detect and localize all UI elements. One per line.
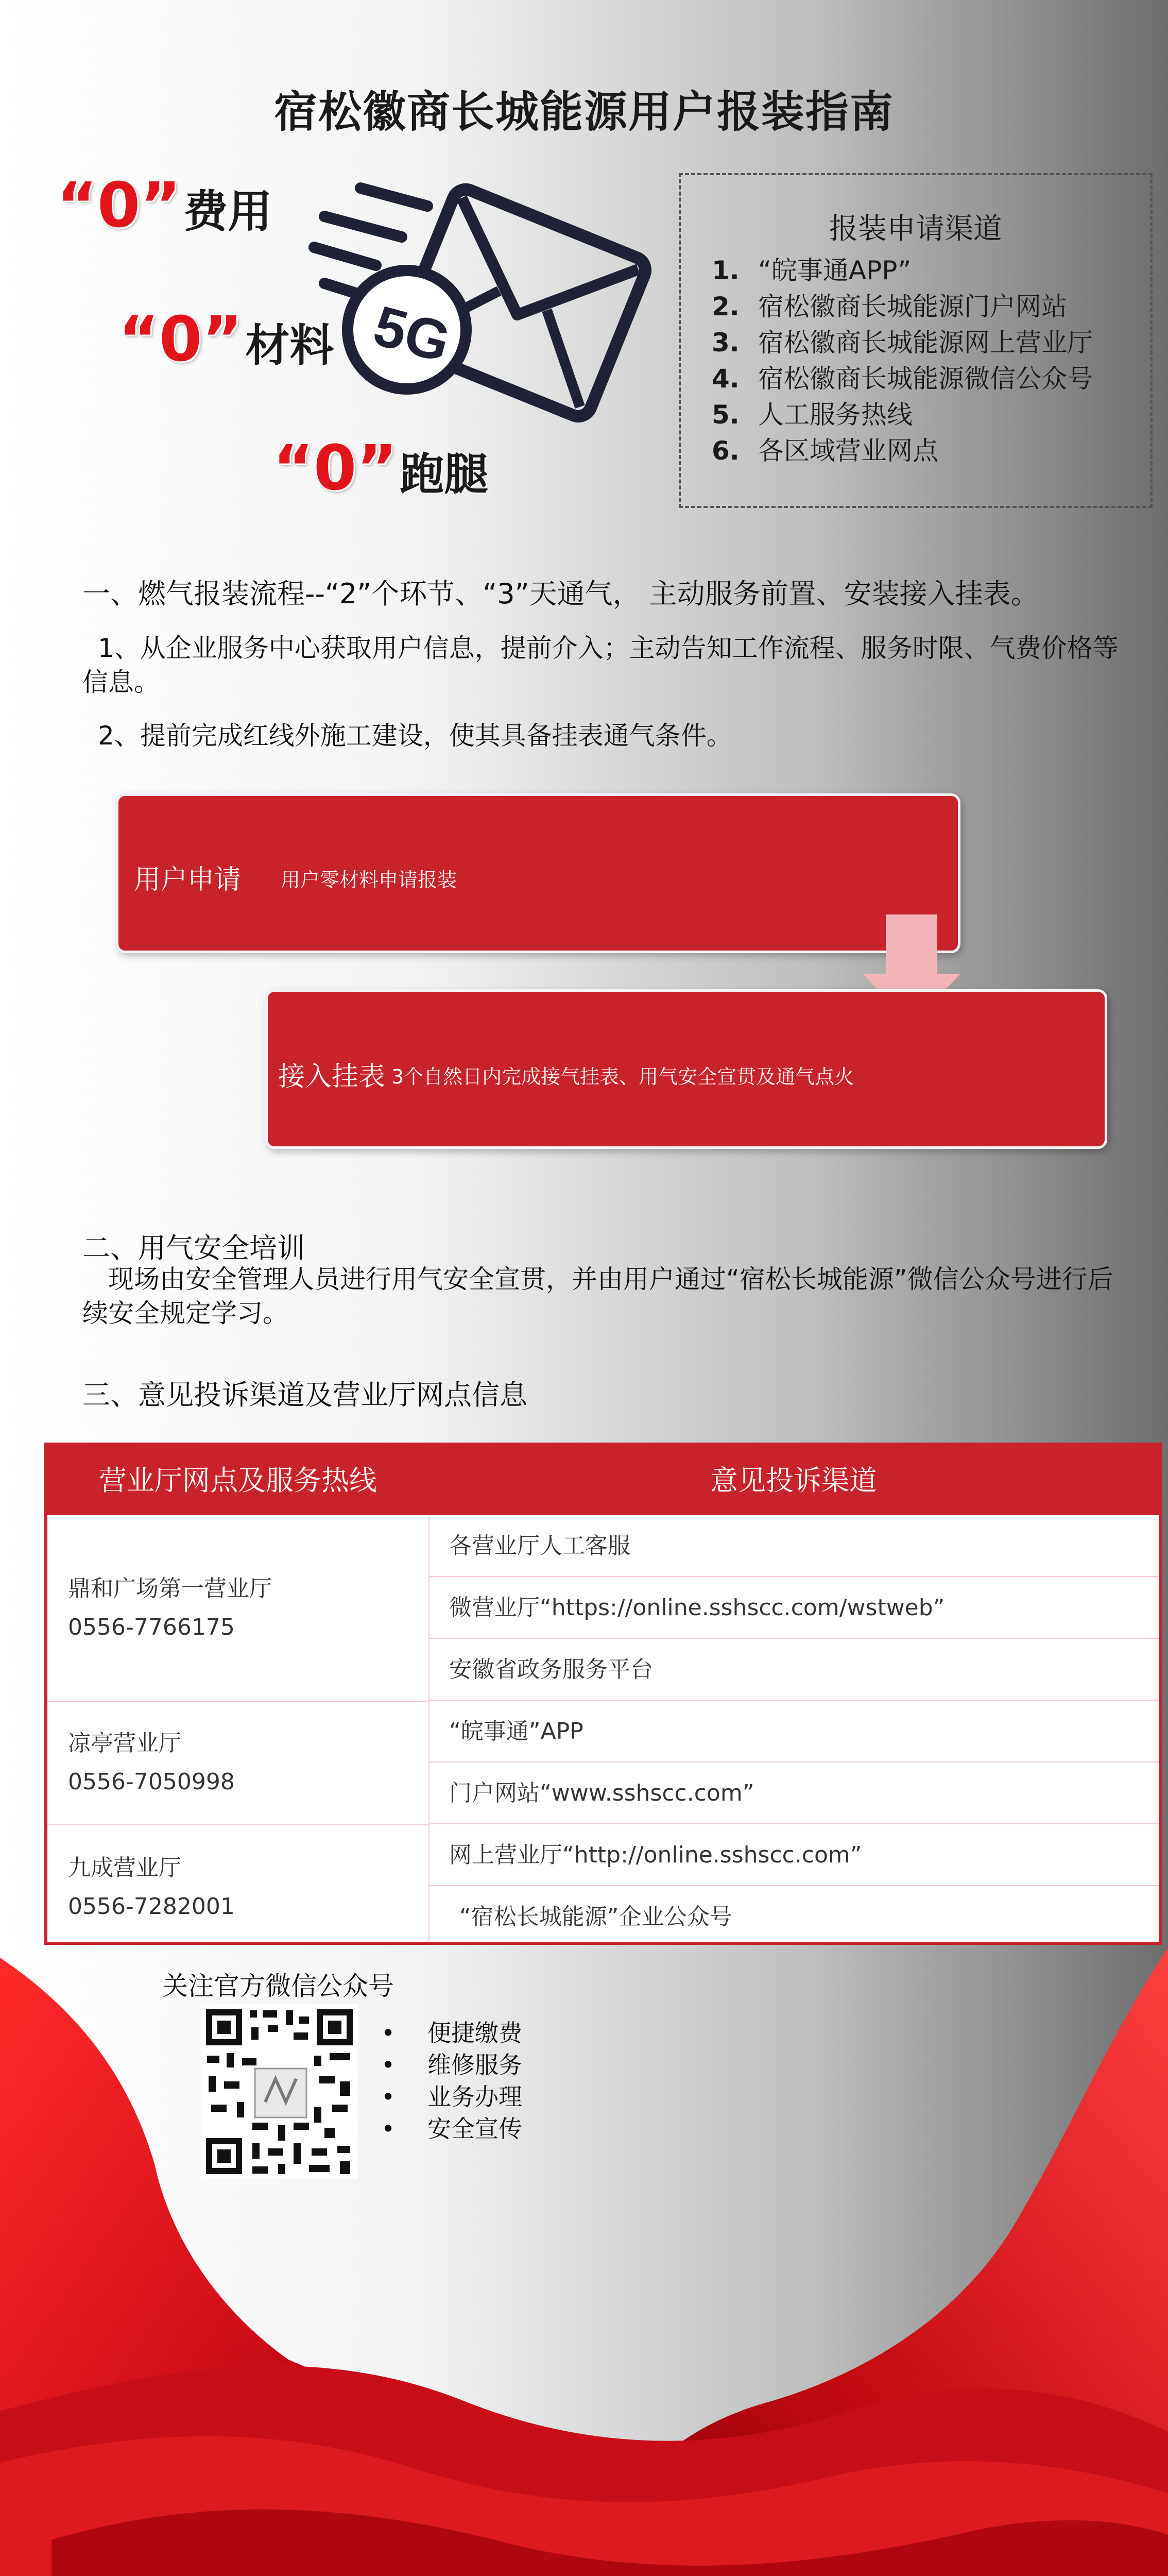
zero-mark: “0” (273, 433, 398, 504)
channel-item: 3. 宿松徽商长城能源网上营业厅 (712, 328, 1093, 358)
section3-heading: 三、意见投诉渠道及营业厅网点信息 (82, 1379, 527, 1411)
section1-heading: 一、燃气报装流程--“2”个环节、“3”天通气， 主动服务前置、安装接入挂表。 (82, 578, 1039, 610)
flow-step-title: 接入挂表 (278, 1061, 386, 1092)
zero-mark: “0” (57, 170, 181, 242)
hall-name: 凉亭营业厅 (68, 1730, 181, 1756)
hall-cell (47, 1724, 428, 1801)
hall-phone: 0556-7766175 (68, 1614, 235, 1640)
flow-step-title: 用户申请 (134, 865, 242, 895)
complaint-channel: 微营业厅“https://online.sshscc.com/wstweb” (428, 1577, 1159, 1639)
zero-label: 跑腿 (400, 449, 489, 500)
red-silk-decoration (0, 1947, 1168, 2576)
channel-item: 1. “皖事通APP” (712, 256, 912, 285)
service-table (44, 1443, 1162, 1945)
wechat-follow-title: 关注官方微信公众号 (162, 1971, 394, 2001)
wechat-feature-list (381, 2017, 522, 2145)
hall-cell (47, 1849, 428, 1926)
complaint-channel: 安徽省政务服务平台 (428, 1639, 1159, 1701)
zero-mark: “0” (118, 304, 243, 376)
5g-label: 5G (367, 294, 457, 375)
zero-label: 材料 (245, 320, 334, 371)
channels-list (712, 252, 1093, 469)
envelope-icon (304, 175, 675, 464)
feature-item: • 业务办理 (381, 2081, 522, 2113)
hall-cell (47, 1569, 428, 1647)
channel-item: 4. 宿松徽商长城能源微信公众号 (712, 364, 1093, 394)
row-divider (47, 1701, 428, 1702)
section1-item1: 1、从企业服务中心获取用户信息，提前介入；主动告知工作流程、服务时限、气费价格等信息。 (82, 633, 1119, 697)
complaint-channel: 各营业厅人工客服 (428, 1515, 1159, 1577)
hall-name: 九成营业厅 (68, 1855, 181, 1881)
zero-fee-badge (57, 170, 272, 242)
flow-step-desc: 3个自然日内完成接气挂表、用气安全宣贯及通气点火 (391, 1065, 854, 1088)
flow-step-install (265, 989, 1107, 1149)
flow-step-apply (116, 793, 960, 953)
channel-item: 2. 宿松徽商长城能源门户网站 (712, 292, 1067, 321)
feature-item: • 维修服务 (381, 2049, 522, 2081)
qr-code-icon (201, 2004, 358, 2179)
section1-item2: 2、提前完成红线外施工建设，使其具备挂表通气条件。 (98, 721, 732, 751)
flow-step-desc: 用户零材料申请报装 (281, 869, 457, 891)
complaint-channel: “皖事通”APP (428, 1701, 1159, 1762)
complaint-channel: 网上营业厅“http://online.sshscc.com” (428, 1824, 1159, 1886)
page-title: 宿松徽商长城能源用户报装指南 (273, 87, 894, 137)
apply-channels-box (679, 173, 1153, 508)
table-header-cell: 营业厅网点及服务热线 (99, 1464, 377, 1497)
zero-label: 费用 (183, 186, 272, 238)
table-header-cell: 意见投诉渠道 (710, 1464, 877, 1497)
complaint-channel: “宿松长城能源”企业公众号 (459, 1904, 732, 1930)
row-divider (47, 1824, 428, 1825)
channel-item: 6. 各区域营业网点 (712, 436, 938, 466)
section2-body: 现场由安全管理人员进行用气安全宣贯，并由用户通过“宿松长城能源”微信公众号进行后续安全规定学习。 (82, 1264, 1113, 1328)
table-header (47, 1446, 1159, 1515)
channels-title: 报装申请渠道 (829, 212, 1002, 246)
section2-heading: 二、用气安全培训 (82, 1232, 305, 1264)
hall-name: 鼎和广场第一营业厅 (68, 1575, 272, 1602)
channel-item: 5. 人工服务热线 (712, 400, 913, 430)
feature-item: • 便捷缴费 (381, 2017, 522, 2049)
hall-phone: 0556-7282001 (68, 1893, 235, 1920)
hall-phone: 0556-7050998 (68, 1769, 235, 1795)
complaint-channel: 门户网站“www.sshscc.com” (428, 1762, 1159, 1824)
zero-material-badge (118, 304, 334, 376)
feature-item: • 安全宣传 (381, 2113, 522, 2145)
